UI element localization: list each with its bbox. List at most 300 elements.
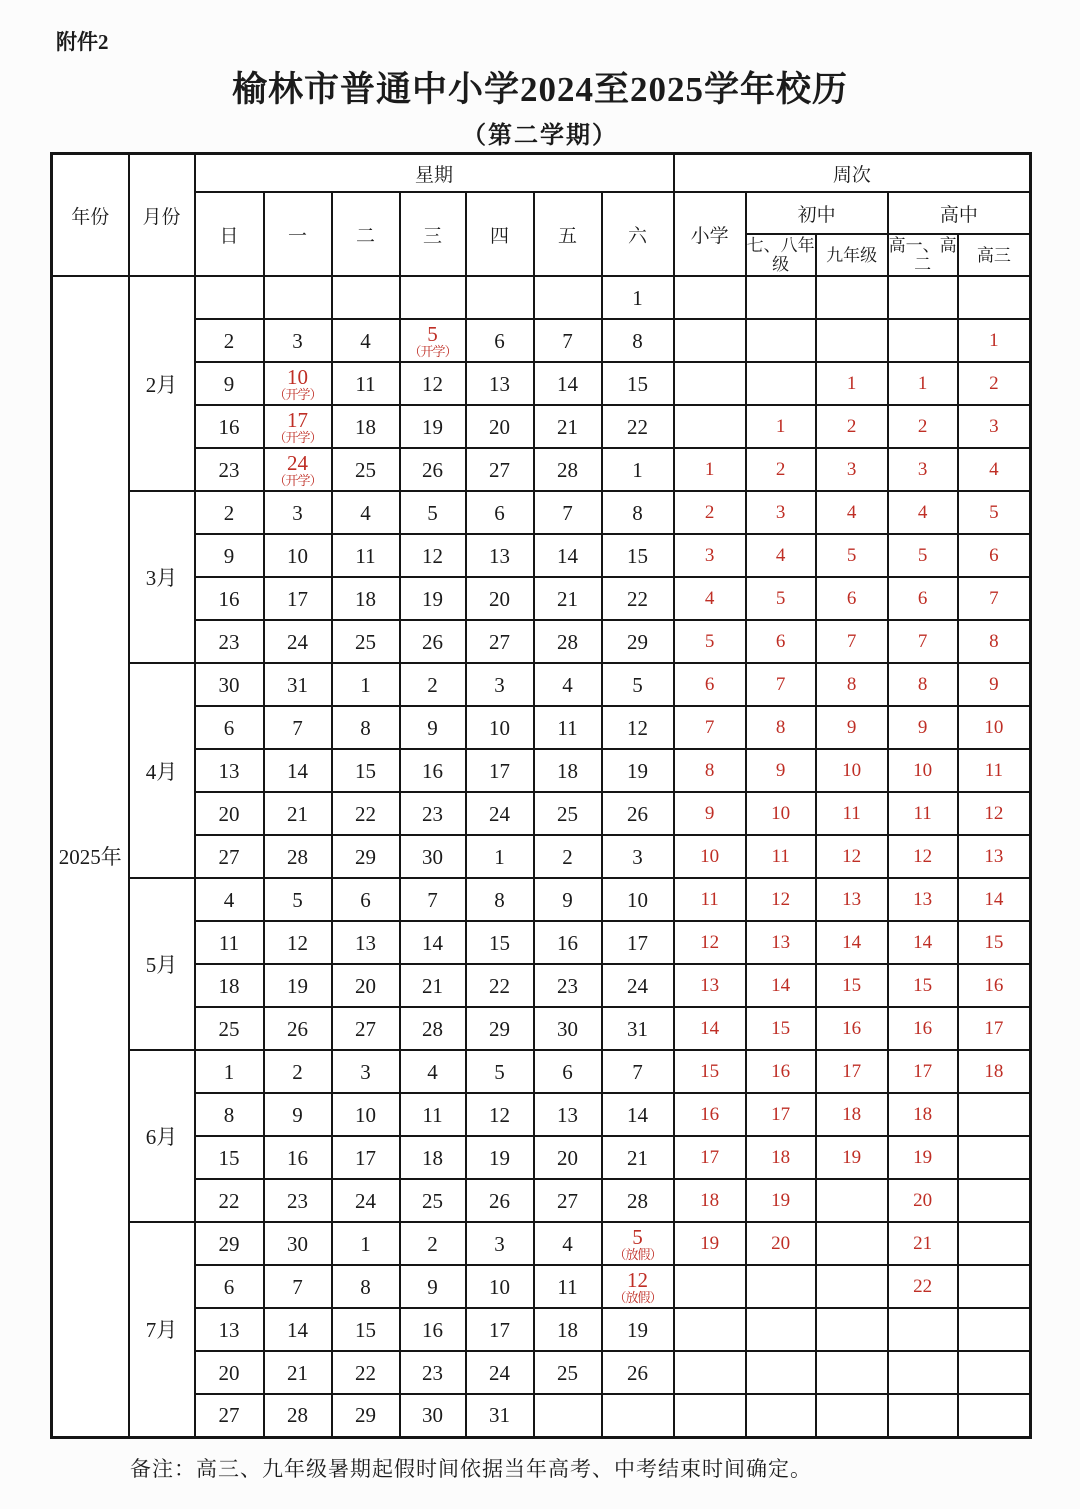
day-cell: 5 （开学） xyxy=(400,319,466,362)
day-cell: 22 xyxy=(195,1179,264,1222)
week-number-cell: 18 xyxy=(816,1093,888,1136)
day-cell: 7 xyxy=(534,491,602,534)
day-cell: 25 xyxy=(400,1179,466,1222)
day-cell: 12 xyxy=(602,706,674,749)
col-header-senior3: 高三 xyxy=(958,234,1031,276)
week-number-cell xyxy=(958,1308,1031,1351)
day-cell: 19 xyxy=(466,1136,534,1179)
day-cell: 15 xyxy=(466,921,534,964)
week-number-cell: 4 xyxy=(674,577,746,620)
day-cell: 29 xyxy=(602,620,674,663)
day-cell: 25 xyxy=(534,1351,602,1394)
week-number-cell xyxy=(746,276,816,319)
day-cell: 17 xyxy=(466,749,534,792)
week-number-cell: 1 xyxy=(958,319,1031,362)
day-cell: 5 xyxy=(602,663,674,706)
calendar-row xyxy=(52,706,1031,749)
calendar-row xyxy=(52,1222,1031,1265)
day-cell: 27 xyxy=(195,1394,264,1437)
week-number-cell: 7 xyxy=(674,706,746,749)
col-header-grade9: 九年级 xyxy=(816,234,888,276)
week-number-cell: 8 xyxy=(888,663,958,706)
day-cell: 8 xyxy=(602,491,674,534)
day-cell: 31 xyxy=(602,1007,674,1050)
week-number-cell: 16 xyxy=(746,1050,816,1093)
day-cell: 13 xyxy=(195,749,264,792)
week-number-cell: 7 xyxy=(746,663,816,706)
day-cell: 4 xyxy=(332,491,400,534)
week-number-cell: 12 xyxy=(888,835,958,878)
week-number-cell xyxy=(958,1179,1031,1222)
week-number-cell: 17 xyxy=(674,1136,746,1179)
week-number-cell: 3 xyxy=(816,448,888,491)
day-cell: 19 xyxy=(264,964,332,1007)
day-cell: 23 xyxy=(534,964,602,1007)
day-cell: 2 xyxy=(264,1050,332,1093)
calendar-row xyxy=(52,1394,1031,1437)
day-cell: 6 xyxy=(534,1050,602,1093)
day-cell: 31 xyxy=(466,1394,534,1437)
calendar-row xyxy=(52,362,1031,405)
page-title: 榆林市普通中小学2024至2025学年校历 xyxy=(231,70,848,109)
day-cell: 6 xyxy=(466,319,534,362)
day-cell: 22 xyxy=(332,1351,400,1394)
day-cell: 7 xyxy=(602,1050,674,1093)
footnote: 备注：高三、九年级暑期起假时间依据当年高考、中考结束时间确定。 xyxy=(130,1457,812,1481)
day-cell: 11 xyxy=(195,921,264,964)
week-number-cell: 19 xyxy=(746,1179,816,1222)
week-number-cell: 5 xyxy=(888,534,958,577)
day-cell: 9 xyxy=(195,362,264,405)
week-number-cell: 6 xyxy=(958,534,1031,577)
week-number-cell: 17 xyxy=(958,1007,1031,1050)
week-number-cell: 18 xyxy=(888,1093,958,1136)
day-cell: 11 xyxy=(534,706,602,749)
month-label: 3月 xyxy=(129,491,195,663)
week-number-cell: 7 xyxy=(888,620,958,663)
week-number-cell: 5 xyxy=(958,491,1031,534)
week-number-cell: 18 xyxy=(746,1136,816,1179)
month-label: 6月 xyxy=(129,1050,195,1222)
page-subtitle: （第二学期） xyxy=(462,123,618,149)
week-number-cell: 10 xyxy=(958,706,1031,749)
day-cell: 16 xyxy=(195,405,264,448)
col-header-grade78: 七、八年级 xyxy=(746,236,815,274)
week-number-cell: 12 xyxy=(958,792,1031,835)
day-cell: 27 xyxy=(534,1179,602,1222)
week-number-cell: 3 xyxy=(958,405,1031,448)
day-cell: 19 xyxy=(400,405,466,448)
col-group-weeknum: 周次 xyxy=(674,154,1031,193)
day-name-header: 六 xyxy=(602,192,674,276)
day-cell: 14 xyxy=(534,534,602,577)
week-number-cell: 4 xyxy=(888,491,958,534)
day-cell: 23 xyxy=(400,1351,466,1394)
week-number-cell: 5 xyxy=(674,620,746,663)
week-number-cell: 8 xyxy=(816,663,888,706)
day-cell: 17 xyxy=(602,921,674,964)
week-number-cell: 5 xyxy=(746,577,816,620)
day-cell: 6 xyxy=(332,878,400,921)
day-cell: 17 xyxy=(466,1308,534,1351)
week-number-cell xyxy=(674,1394,746,1437)
week-number-cell: 4 xyxy=(958,448,1031,491)
calendar-row xyxy=(52,921,1031,964)
day-cell: 16 xyxy=(400,1308,466,1351)
day-cell: 4 xyxy=(195,878,264,921)
week-number-cell: 18 xyxy=(958,1050,1031,1093)
day-cell: 21 xyxy=(602,1136,674,1179)
day-cell: 4 xyxy=(534,663,602,706)
week-number-cell xyxy=(674,1265,746,1308)
week-number-cell xyxy=(746,362,816,405)
day-cell: 1 xyxy=(332,663,400,706)
week-number-cell: 16 xyxy=(674,1093,746,1136)
day-cell: 21 xyxy=(400,964,466,1007)
day-cell: 22 xyxy=(602,577,674,620)
day-cell: 9 xyxy=(400,706,466,749)
week-number-cell: 2 xyxy=(816,405,888,448)
col-group-junior: 初中 xyxy=(746,192,888,234)
day-cell: 14 xyxy=(602,1093,674,1136)
week-number-cell: 11 xyxy=(816,792,888,835)
week-number-cell: 10 xyxy=(674,835,746,878)
day-cell: 9 xyxy=(534,878,602,921)
week-number-cell: 16 xyxy=(816,1007,888,1050)
week-number-cell: 5 xyxy=(816,534,888,577)
day-cell xyxy=(195,276,264,319)
day-cell: 26 xyxy=(602,792,674,835)
day-cell: 30 xyxy=(195,663,264,706)
week-number-cell xyxy=(746,319,816,362)
week-number-cell: 9 xyxy=(746,749,816,792)
day-cell: 14 xyxy=(534,362,602,405)
week-number-cell xyxy=(958,1093,1031,1136)
day-cell: 25 xyxy=(195,1007,264,1050)
week-number-cell xyxy=(816,319,888,362)
day-cell: 24 xyxy=(332,1179,400,1222)
calendar-row xyxy=(52,1179,1031,1222)
day-cell: 24 xyxy=(466,1351,534,1394)
week-number-cell: 15 xyxy=(958,921,1031,964)
day-cell: 2 xyxy=(400,663,466,706)
week-number-cell: 13 xyxy=(674,964,746,1007)
day-cell: 15 xyxy=(332,749,400,792)
day-cell: 27 xyxy=(466,448,534,491)
calendar-row xyxy=(52,1351,1031,1394)
week-number-cell: 1 xyxy=(816,362,888,405)
day-cell: 24 xyxy=(602,964,674,1007)
week-number-cell: 8 xyxy=(746,706,816,749)
col-group-senior: 高中 xyxy=(888,192,1031,234)
day-cell: 16 xyxy=(264,1136,332,1179)
day-cell: 13 xyxy=(466,534,534,577)
day-cell: 13 xyxy=(534,1093,602,1136)
day-cell: 16 xyxy=(400,749,466,792)
calendar-row xyxy=(52,405,1031,448)
day-cell: 18 xyxy=(400,1136,466,1179)
week-number-cell: 11 xyxy=(674,878,746,921)
week-number-cell xyxy=(958,276,1031,319)
calendar-row xyxy=(52,878,1031,921)
week-number-cell xyxy=(888,276,958,319)
calendar-table xyxy=(50,152,1032,1439)
week-number-cell: 9 xyxy=(958,663,1031,706)
day-cell: 10 xyxy=(466,706,534,749)
week-number-cell: 9 xyxy=(888,706,958,749)
day-cell: 10 xyxy=(466,1265,534,1308)
calendar-row xyxy=(52,835,1031,878)
calendar-row xyxy=(52,964,1031,1007)
week-number-cell: 10 xyxy=(816,749,888,792)
month-label: 2月 xyxy=(129,276,195,491)
day-cell: 25 xyxy=(534,792,602,835)
week-number-cell xyxy=(816,1351,888,1394)
day-cell: 9 xyxy=(195,534,264,577)
day-cell: 28 xyxy=(264,1394,332,1437)
week-number-cell xyxy=(958,1351,1031,1394)
day-cell: 8 xyxy=(466,878,534,921)
week-number-cell: 16 xyxy=(888,1007,958,1050)
week-number-cell: 9 xyxy=(816,706,888,749)
day-cell: 19 xyxy=(400,577,466,620)
calendar-row xyxy=(52,319,1031,362)
week-number-cell xyxy=(958,1394,1031,1437)
week-number-cell xyxy=(674,276,746,319)
day-cell: 7 xyxy=(534,319,602,362)
day-cell: 14 xyxy=(264,749,332,792)
col-header-month: 月份 xyxy=(129,154,195,277)
day-cell: 5 xyxy=(400,491,466,534)
month-label: 7月 xyxy=(129,1222,195,1437)
day-cell: 1 xyxy=(466,835,534,878)
week-number-cell: 3 xyxy=(746,491,816,534)
week-number-cell: 20 xyxy=(888,1179,958,1222)
day-name-header: 五 xyxy=(534,192,602,276)
day-cell: 4 xyxy=(400,1050,466,1093)
day-cell: 24 xyxy=(466,792,534,835)
day-cell xyxy=(332,276,400,319)
day-cell: 28 xyxy=(602,1179,674,1222)
week-number-cell: 12 xyxy=(746,878,816,921)
day-cell: 22 xyxy=(602,405,674,448)
day-cell: 4 xyxy=(332,319,400,362)
week-number-cell: 15 xyxy=(888,964,958,1007)
day-cell: 5 （放假） xyxy=(602,1222,674,1265)
week-number-cell: 15 xyxy=(816,964,888,1007)
day-cell: 6 xyxy=(466,491,534,534)
day-cell: 21 xyxy=(534,577,602,620)
day-cell: 30 xyxy=(534,1007,602,1050)
calendar-row xyxy=(52,577,1031,620)
day-cell: 20 xyxy=(466,577,534,620)
day-cell: 26 xyxy=(400,620,466,663)
week-number-cell: 2 xyxy=(958,362,1031,405)
week-number-cell xyxy=(746,1308,816,1351)
week-number-cell: 22 xyxy=(888,1265,958,1308)
day-cell: 13 xyxy=(195,1308,264,1351)
day-cell: 29 xyxy=(332,835,400,878)
day-cell: 21 xyxy=(264,1351,332,1394)
day-cell: 16 xyxy=(534,921,602,964)
week-number-cell: 7 xyxy=(816,620,888,663)
day-cell: 7 xyxy=(264,1265,332,1308)
day-cell xyxy=(466,276,534,319)
day-cell: 18 xyxy=(332,577,400,620)
day-cell: 31 xyxy=(264,663,332,706)
week-number-cell: 1 xyxy=(674,448,746,491)
day-cell: 1 xyxy=(332,1222,400,1265)
calendar-row xyxy=(52,1136,1031,1179)
day-cell: 2 xyxy=(195,491,264,534)
week-number-cell xyxy=(958,1265,1031,1308)
day-cell: 11 xyxy=(332,362,400,405)
week-number-cell: 11 xyxy=(888,792,958,835)
week-number-cell: 19 xyxy=(888,1136,958,1179)
day-cell: 30 xyxy=(400,835,466,878)
day-cell: 4 xyxy=(534,1222,602,1265)
week-number-cell: 19 xyxy=(674,1222,746,1265)
day-cell: 3 xyxy=(466,663,534,706)
day-cell: 28 xyxy=(534,448,602,491)
day-cell: 20 xyxy=(332,964,400,1007)
week-number-cell: 17 xyxy=(746,1093,816,1136)
day-cell: 7 xyxy=(400,878,466,921)
week-number-cell xyxy=(674,1308,746,1351)
week-number-cell: 13 xyxy=(816,878,888,921)
day-cell: 10 xyxy=(602,878,674,921)
day-cell: 6 xyxy=(195,706,264,749)
week-number-cell xyxy=(816,1222,888,1265)
day-cell: 8 xyxy=(602,319,674,362)
week-number-cell xyxy=(888,319,958,362)
week-number-cell xyxy=(888,1394,958,1437)
week-number-cell xyxy=(888,1308,958,1351)
week-number-cell: 6 xyxy=(888,577,958,620)
day-cell: 12 xyxy=(264,921,332,964)
day-cell: 20 xyxy=(195,792,264,835)
day-cell: 23 xyxy=(195,448,264,491)
day-cell: 14 xyxy=(400,921,466,964)
year-label: 2025年 xyxy=(52,276,129,1437)
week-number-cell xyxy=(816,276,888,319)
month-label: 5月 xyxy=(129,878,195,1050)
week-number-cell: 2 xyxy=(674,491,746,534)
day-cell: 17 （开学） xyxy=(264,405,332,448)
week-number-cell: 14 xyxy=(746,964,816,1007)
week-number-cell: 13 xyxy=(958,835,1031,878)
day-cell: 9 xyxy=(264,1093,332,1136)
week-number-cell: 14 xyxy=(888,921,958,964)
day-cell: 20 xyxy=(195,1351,264,1394)
day-cell xyxy=(534,276,602,319)
week-number-cell: 15 xyxy=(746,1007,816,1050)
day-cell: 21 xyxy=(264,792,332,835)
day-cell: 3 xyxy=(264,491,332,534)
calendar-row xyxy=(52,1007,1031,1050)
day-cell: 23 xyxy=(195,620,264,663)
week-number-cell: 15 xyxy=(674,1050,746,1093)
day-cell: 15 xyxy=(195,1136,264,1179)
week-number-cell: 17 xyxy=(816,1050,888,1093)
week-number-cell: 11 xyxy=(746,835,816,878)
day-cell: 15 xyxy=(332,1308,400,1351)
day-cell: 10 xyxy=(332,1093,400,1136)
day-cell: 12 xyxy=(466,1093,534,1136)
day-cell: 12 xyxy=(400,362,466,405)
calendar-row xyxy=(52,534,1031,577)
col-header-primary: 小学 xyxy=(674,192,746,276)
week-number-cell: 17 xyxy=(888,1050,958,1093)
week-number-cell: 3 xyxy=(888,448,958,491)
day-cell: 10 （开学） xyxy=(264,362,332,405)
calendar-row xyxy=(52,1308,1031,1351)
day-cell: 24 xyxy=(264,620,332,663)
day-cell: 3 xyxy=(602,835,674,878)
week-number-cell: 8 xyxy=(674,749,746,792)
day-cell: 16 xyxy=(195,577,264,620)
day-cell: 15 xyxy=(602,534,674,577)
week-number-cell: 19 xyxy=(816,1136,888,1179)
day-name-header: 四 xyxy=(466,192,534,276)
day-cell: 3 xyxy=(332,1050,400,1093)
day-cell: 5 xyxy=(264,878,332,921)
week-number-cell: 2 xyxy=(746,448,816,491)
calendar-row xyxy=(52,1093,1031,1136)
week-number-cell: 10 xyxy=(746,792,816,835)
week-number-cell: 1 xyxy=(746,405,816,448)
week-number-cell: 14 xyxy=(958,878,1031,921)
day-name-header: 三 xyxy=(400,192,466,276)
day-cell: 5 xyxy=(466,1050,534,1093)
week-number-cell xyxy=(958,1136,1031,1179)
week-number-cell xyxy=(958,1222,1031,1265)
day-name-header: 日 xyxy=(195,192,264,276)
day-cell: 8 xyxy=(332,1265,400,1308)
day-cell: 19 xyxy=(602,1308,674,1351)
calendar-row xyxy=(52,792,1031,835)
day-cell: 22 xyxy=(332,792,400,835)
week-number-cell: 13 xyxy=(888,878,958,921)
week-number-cell xyxy=(674,405,746,448)
day-cell: 19 xyxy=(602,749,674,792)
month-label: 4月 xyxy=(129,663,195,878)
calendar-row xyxy=(52,276,1031,319)
day-cell xyxy=(400,276,466,319)
day-cell: 7 xyxy=(264,706,332,749)
day-cell: 6 xyxy=(195,1265,264,1308)
week-number-cell: 10 xyxy=(888,749,958,792)
day-cell: 26 xyxy=(602,1351,674,1394)
week-number-cell: 7 xyxy=(958,577,1031,620)
calendar-body xyxy=(52,276,1031,1437)
day-cell: 18 xyxy=(332,405,400,448)
week-number-cell: 4 xyxy=(746,534,816,577)
week-number-cell: 18 xyxy=(674,1179,746,1222)
day-cell: 8 xyxy=(195,1093,264,1136)
day-cell: 3 xyxy=(466,1222,534,1265)
week-number-cell xyxy=(674,362,746,405)
week-number-cell xyxy=(816,1308,888,1351)
week-number-cell: 6 xyxy=(746,620,816,663)
week-number-cell: 4 xyxy=(816,491,888,534)
calendar-row xyxy=(52,491,1031,534)
day-cell: 2 xyxy=(400,1222,466,1265)
day-cell: 1 xyxy=(602,448,674,491)
week-number-cell xyxy=(888,1351,958,1394)
day-cell: 11 xyxy=(534,1265,602,1308)
day-cell: 17 xyxy=(332,1136,400,1179)
